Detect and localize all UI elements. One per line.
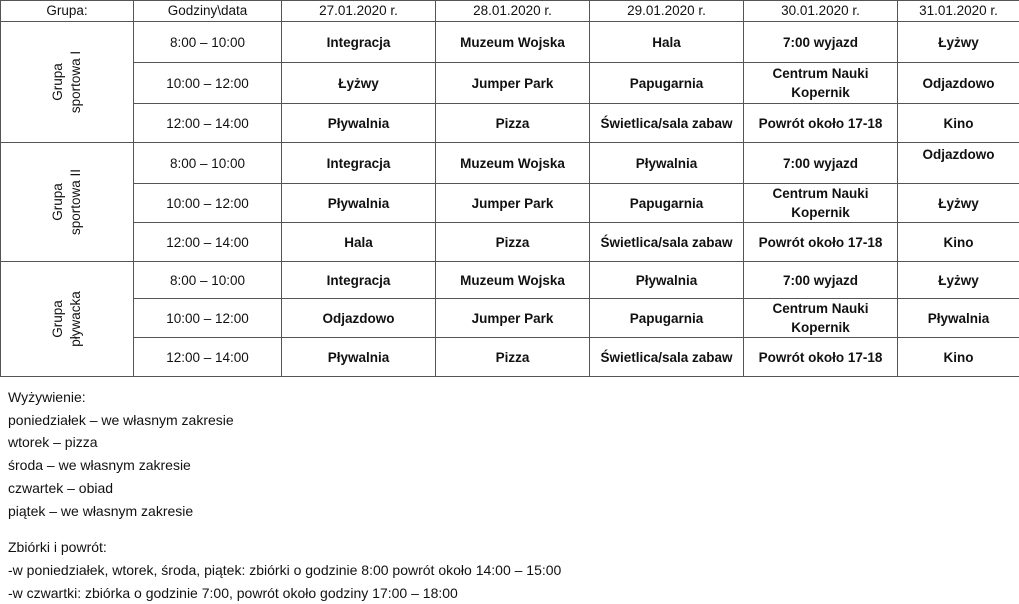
date-header: 27.01.2020 r. (282, 1, 436, 22)
table-row (1, 338, 1019, 377)
activity-cell: Łyżwy (898, 22, 1019, 63)
group-name: Grupa pływacka (50, 291, 83, 347)
group-name-cell (1, 262, 134, 377)
group-name: Grupa sportowa II (50, 168, 83, 236)
activity-cell: Pływalnia (282, 338, 436, 377)
activity-cell: Łyżwy (282, 63, 436, 104)
activity-cell: Świetlica/sala zabaw (590, 104, 744, 143)
activity-cell: Pływalnia (590, 262, 744, 299)
date-header: 28.01.2020 r. (436, 1, 590, 22)
date-header: 29.01.2020 r. (590, 1, 744, 22)
pickup-title: Zbiórki i powrót: (8, 539, 107, 556)
table-row (1, 22, 1019, 63)
activity-cell: Pływalnia (590, 143, 744, 184)
activity-cell: Pizza (436, 338, 590, 377)
activity-cell: Integracja (282, 143, 436, 184)
activity-cell: 7:00 wyjazd (744, 262, 898, 299)
activity-cell: Pizza (436, 223, 590, 262)
time-cell: 10:00 – 12:00 (134, 184, 282, 223)
activity-cell: Papugarnia (590, 184, 744, 223)
time-cell: 8:00 – 10:00 (134, 22, 282, 63)
time-cell: 12:00 – 14:00 (134, 338, 282, 377)
activity-cell: Powrót około 17-18 (744, 104, 898, 143)
table-row (1, 63, 1019, 104)
date-header: 30.01.2020 r. (744, 1, 898, 22)
activity-cell: Pizza (436, 104, 590, 143)
activity-cell: Łyżwy (898, 184, 1019, 223)
time-cell: 10:00 – 12:00 (134, 63, 282, 104)
notes-section (8, 386, 561, 604)
activity-cell: Integracja (282, 22, 436, 63)
activity-cell: Łyżwy (898, 262, 1019, 299)
time-cell: 8:00 – 10:00 (134, 143, 282, 184)
activity-cell: Kino (898, 338, 1019, 377)
activity-cell: Odjazdowo (898, 143, 1019, 184)
activity-cell: Centrum Nauki Kopernik (744, 184, 898, 223)
activity-cell: Pływalnia (282, 184, 436, 223)
activity-cell: Muzeum Wojska (436, 143, 590, 184)
activity-cell: Muzeum Wojska (436, 22, 590, 63)
activity-cell: Hala (282, 223, 436, 262)
table-row (1, 104, 1019, 143)
pickup-line: -w czwartki: zbiórka o godzinie 7:00, powrót około godziny 17:00 – 18:00 (8, 584, 458, 601)
spacer (8, 522, 561, 536)
table-row (1, 184, 1019, 223)
activity-cell: Świetlica/sala zabaw (590, 338, 744, 377)
hours-column-header: Godziny\data (134, 1, 282, 22)
activity-cell: Integracja (282, 262, 436, 299)
activity-cell: Kino (898, 104, 1019, 143)
table-row (1, 262, 1019, 299)
activity-cell: Odjazdowo (282, 299, 436, 338)
activity-cell: Jumper Park (436, 299, 590, 338)
activity-cell: 7:00 wyjazd (744, 143, 898, 184)
table-row (1, 299, 1019, 338)
activity-cell: Kino (898, 223, 1019, 262)
meal-line: poniedziałek – we własnym zakresie (8, 411, 234, 428)
activity-cell: Centrum Nauki Kopernik (744, 299, 898, 338)
group-column-header: Grupa: (1, 1, 134, 22)
group-name-cell (1, 22, 134, 143)
activity-cell: Muzeum Wojska (436, 262, 590, 299)
time-cell: 8:00 – 10:00 (134, 262, 282, 299)
meal-line: czwartek – obiad (8, 479, 114, 496)
meals-title: Wyżywienie: (8, 389, 86, 405)
activity-cell: Powrót około 17-18 (744, 223, 898, 262)
time-cell: 12:00 – 14:00 (134, 223, 282, 262)
activity-cell: Pływalnia (898, 299, 1019, 338)
activity-cell: Papugarnia (590, 299, 744, 338)
time-cell: 10:00 – 12:00 (134, 299, 282, 338)
group-name-cell (1, 143, 134, 262)
pickup-line: -w poniedziałek, wtorek, środa, piątek: zbiórki o godzinie 8:00 powrót około 14:00 – 15:00 (8, 561, 562, 578)
activity-cell: Świetlica/sala zabaw (590, 223, 744, 262)
activity-cell: Papugarnia (590, 63, 744, 104)
activity-cell: Jumper Park (436, 184, 590, 223)
group-name: Grupa sportowa I (50, 50, 83, 114)
activity-cell: Pływalnia (282, 104, 436, 143)
date-header: 31.01.2020 r. (898, 1, 1019, 22)
activity-cell: Powrót około 17-18 (744, 338, 898, 377)
activity-cell: Centrum Nauki Kopernik (744, 63, 898, 104)
table-row (1, 223, 1019, 262)
meal-line: piątek – we własnym zakresie (8, 502, 194, 519)
activity-cell: 7:00 wyjazd (744, 22, 898, 63)
header-row (1, 1, 1019, 22)
meal-line: wtorek – pizza (8, 434, 98, 451)
table-row (1, 143, 1019, 184)
time-cell: 12:00 – 14:00 (134, 104, 282, 143)
activity-cell: Hala (590, 22, 744, 63)
activity-cell: Jumper Park (436, 63, 590, 104)
meal-line: środa – we własnym zakresie (8, 457, 191, 474)
activity-cell: Odjazdowo (898, 63, 1019, 104)
